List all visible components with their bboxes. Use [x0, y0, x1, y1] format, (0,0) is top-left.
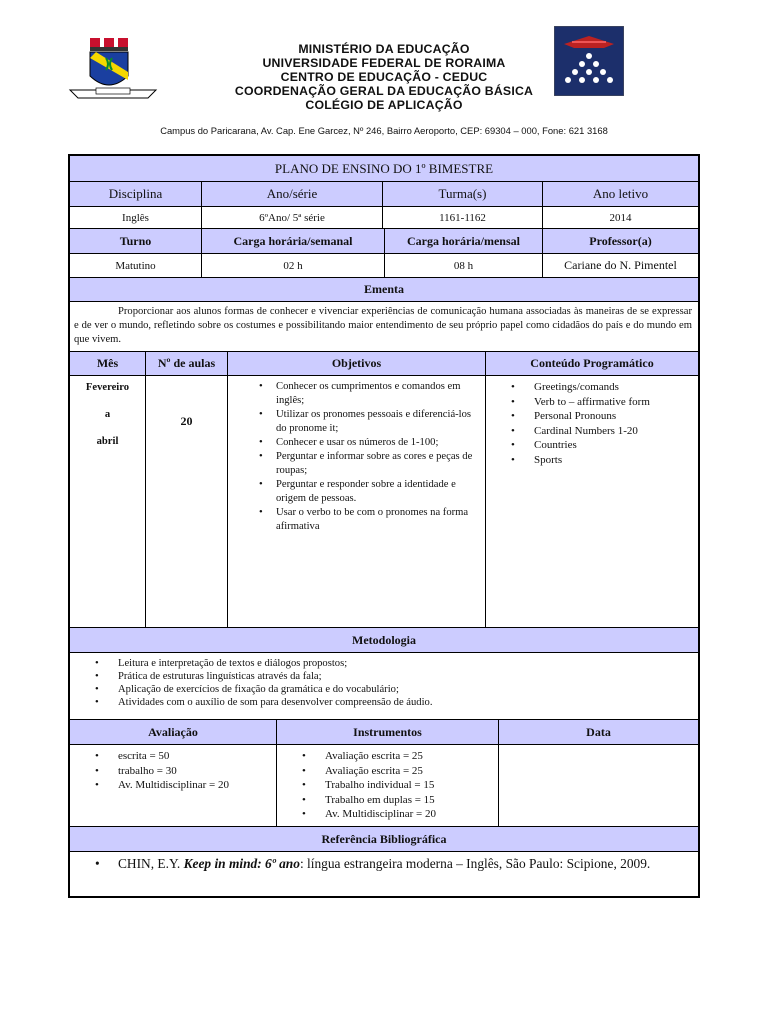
header-carga-mensal: Carga horária/mensal — [385, 229, 543, 253]
header-line: UNIVERSIDADE FEDERAL DE RORAIMA — [262, 56, 506, 70]
value-carga-mensal: 08 h — [385, 254, 543, 277]
content-item: • Verb to – affirmative form — [506, 395, 650, 410]
content-header-row — [70, 352, 698, 376]
header-objetivos: Objetivos — [228, 352, 486, 375]
header-avaliacao: Avaliação — [70, 720, 277, 744]
address-line: Campus do Paricarana, Av. Cap. Ene Garcez, Nº 246, Bairro Aeroporto, CEP: 69304 – 000, Fone: 621 3168 — [160, 125, 608, 136]
plan-title-row — [70, 156, 698, 182]
header-line: COLÉGIO DE APLICAÇÃO — [305, 98, 463, 112]
methodology-title-row — [70, 628, 698, 653]
value-disciplina: Inglês — [70, 207, 202, 228]
page-header — [0, 0, 768, 150]
teaching-plan-table — [68, 154, 700, 898]
reference-book-title: Keep in mind: 6º ano — [183, 856, 300, 871]
header-ano-serie: Ano/série — [202, 182, 383, 206]
num-classes-cell — [146, 376, 228, 627]
university-crest-logo — [68, 36, 158, 104]
instrument-item: • Avaliação escrita = 25 — [297, 749, 436, 764]
evaluation-header-row — [70, 720, 698, 745]
instruments-cell — [277, 745, 499, 826]
ementa-title: Ementa — [70, 278, 698, 301]
evaluation-item: • Av. Multidisciplinar = 20 — [90, 778, 229, 793]
header-turmas: Turma(s) — [383, 182, 543, 206]
load-value-row — [70, 254, 698, 278]
ementa-text-row — [70, 302, 698, 352]
content-item: • Countries — [506, 438, 650, 453]
value-turno: Matutino — [70, 254, 202, 277]
value-carga-semanal: 02 h — [202, 254, 385, 277]
instrument-item: • Trabalho em duplas = 15 — [297, 793, 436, 808]
objective-item: • Perguntar e responder sobre a identidade e origem de pessoas. — [254, 478, 475, 506]
contents-list — [486, 376, 656, 468]
objective-item: • Perguntar e informar sobre as cores e peças de roupas; — [254, 450, 475, 478]
ementa-paragraph — [70, 302, 698, 351]
header-turno: Turno — [70, 229, 202, 253]
month-cell — [70, 376, 146, 627]
contents-cell — [486, 376, 698, 627]
plan-title: PLANO DE ENSINO DO 1º BIMESTRE — [70, 156, 698, 181]
header-ano-letivo: Ano letivo — [543, 182, 698, 206]
month-start: Fevereiro — [85, 382, 130, 393]
header-mes: Mês — [70, 352, 146, 375]
info-value-row — [70, 207, 698, 229]
institution-header — [200, 42, 568, 112]
content-item: • Sports — [506, 453, 650, 468]
methodology-body-row — [70, 653, 698, 720]
instruments-list — [277, 745, 440, 822]
evaluation-cell — [70, 745, 277, 826]
methodology-item: • Aplicação de exercícios de fixação da gramática e do vocabulário; — [90, 683, 694, 696]
load-header-row — [70, 229, 698, 254]
objective-item: • Conhecer os cumprimentos e comandos em inglês; — [254, 380, 475, 408]
methodology-item: • Prática de estruturas linguísticas através da fala; — [90, 670, 694, 683]
instrument-item: • Av. Multidisciplinar = 20 — [297, 807, 436, 822]
info-header-row — [70, 182, 698, 207]
header-disciplina: Disciplina — [70, 182, 202, 206]
evaluation-list — [70, 745, 233, 793]
objective-item: • Conhecer e usar os números de 1-100; — [254, 436, 475, 450]
evaluation-item: • escrita = 50 — [90, 749, 229, 764]
header-line: COORDENAÇÃO GERAL DA EDUCAÇÃO BÁSICA — [234, 84, 534, 98]
header-instrumentos: Instrumentos — [277, 720, 499, 744]
header-conteudo: Conteúdo Programático — [486, 352, 698, 375]
objectives-cell — [228, 376, 486, 627]
value-ano-serie: 6ºAno/ 5ª série — [202, 207, 383, 228]
reference-list — [70, 852, 698, 873]
header-data: Data — [499, 720, 698, 744]
date-cell — [499, 745, 698, 826]
methodology-list — [70, 653, 698, 709]
header-carga-semanal: Carga horária/semanal — [202, 229, 385, 253]
reference-item: • CHIN, E.Y. Keep in mind: 6º ano: língua estrangeira moderna – Inglês, São Paulo: Scipione, 2009. — [90, 855, 690, 873]
month-end: abril — [96, 436, 119, 447]
reference-body-row — [70, 852, 698, 896]
methodology-item: • Leitura e interpretação de textos e diálogos propostos; — [90, 657, 694, 670]
methodology-item: • Atividades com o auxílio de som para desenvolver compreensão de áudio. — [90, 696, 694, 709]
header-num-aulas: Nº de aulas — [146, 352, 228, 375]
content-item: • Personal Pronouns — [506, 409, 650, 424]
content-item: • Greetings/comands — [506, 380, 650, 395]
value-professor: Cariane do N. Pimentel — [564, 258, 677, 272]
reference-title: Referência Bibliográfica — [70, 827, 698, 851]
objective-item: • Utilizar os pronomes pessoais e diferenciá-los do pronome it; — [254, 408, 475, 436]
methodology-title: Metodologia — [70, 628, 698, 652]
evaluation-item: • trabalho = 30 — [90, 764, 229, 779]
header-line: CENTRO DE EDUCAÇÃO - CEDUC — [280, 70, 488, 84]
ementa-title-row — [70, 278, 698, 302]
instrument-item: • Trabalho individual = 15 — [297, 778, 436, 793]
methodology-cell — [70, 653, 698, 719]
ementa-text: Proporcionar aos alunos formas de conhecer e vivenciar experiências de comunicação humana associadas às maneiras de se expressar e de ver o mundo, refletindo sobre os costumes e possibilitando maior entendimento de seu próprio papel como cidadãos do país e do mundo em que vivem. — [74, 306, 692, 345]
objectives-list — [228, 376, 485, 534]
objective-item: • Usar o verbo to be com o pronomes na forma afirmativa — [254, 506, 475, 534]
num-classes: 20 — [180, 414, 193, 428]
month-separator: a — [104, 409, 111, 420]
header-line: MINISTÉRIO DA EDUCAÇÃO — [298, 42, 470, 56]
instrument-item: • Avaliação escrita = 25 — [297, 764, 436, 779]
reference-title-row — [70, 827, 698, 852]
evaluation-body-row — [70, 745, 698, 827]
header-professor: Professor(a) — [543, 229, 698, 253]
content-body-row — [70, 376, 698, 628]
college-emblem-logo — [554, 26, 624, 96]
value-ano-letivo: 2014 — [609, 211, 632, 224]
reference-cell — [70, 852, 698, 896]
value-turmas: 1161-1162 — [383, 207, 543, 228]
content-item: • Cardinal Numbers 1-20 — [506, 424, 650, 439]
